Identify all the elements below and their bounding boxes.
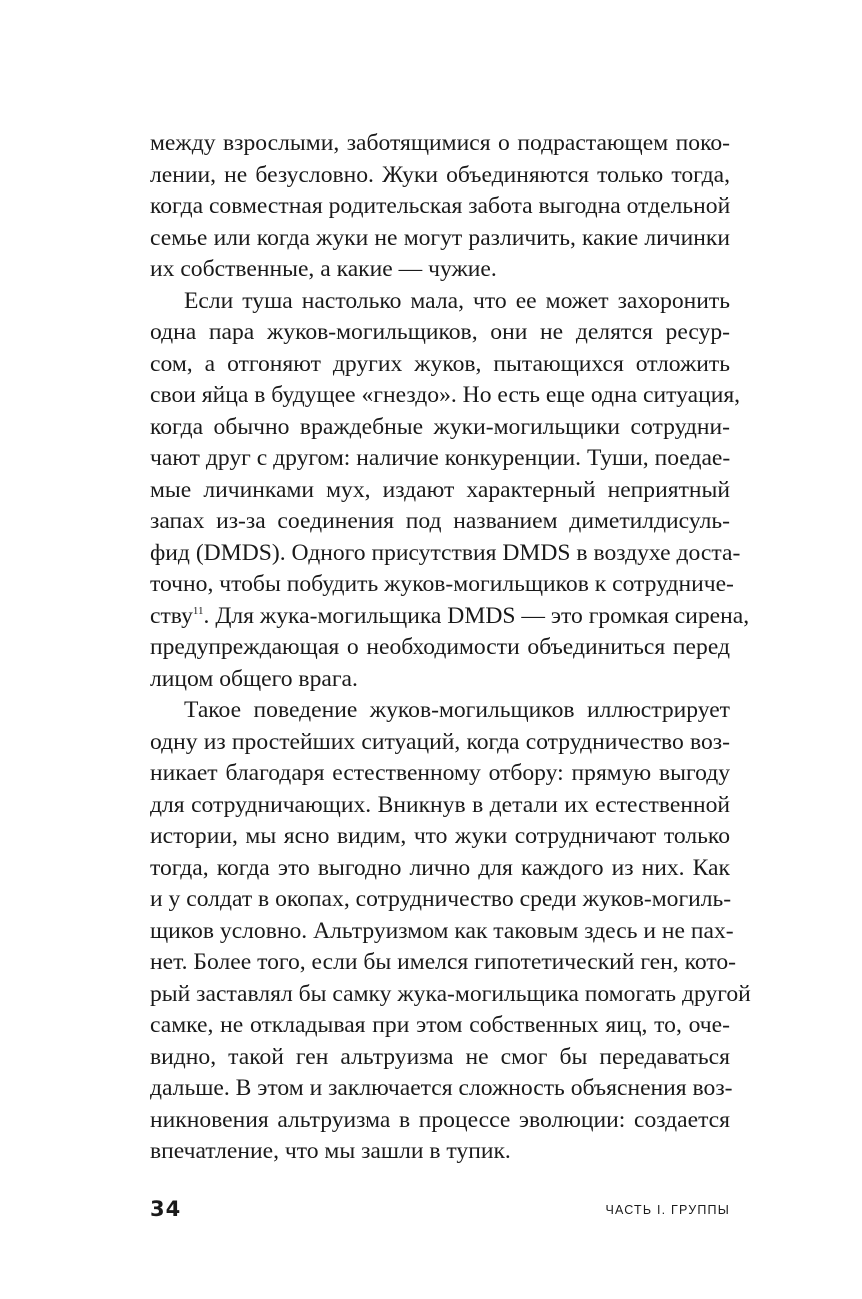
text-line: никает благодаря естественному отбору: прямую выгоду <box>150 760 730 786</box>
text-line: и у солдат в окопах, сотрудничество среди жуков-могиль- <box>150 886 732 912</box>
text-line: щиков условно. Альтруизмом как таковым здесь и не пах- <box>150 917 734 944</box>
paragraph-3 <box>150 695 751 1168</box>
text-line: их собственные, а какие — чужие. <box>150 256 497 282</box>
paragraph-1 <box>150 128 730 286</box>
text-line-with-footnote <box>150 601 750 633</box>
paragraph-2 <box>150 286 750 696</box>
text-fragment: . Для жука-могильщика DMDS — это громкая сирена, <box>203 602 750 629</box>
text-line: свои яйца в будущее «гнездо». Но есть еще одна ситуация, <box>150 382 741 408</box>
text-line: Если туша настолько мала, что ее может захоронить <box>184 287 730 314</box>
text-line: самке, не откладывая при этом собственных яиц, то, оче- <box>150 1012 730 1038</box>
text-line: дальше. В этом и заключается сложность объяснения воз- <box>150 1075 733 1101</box>
text-line: никновения альтруизма в процессе эволюции: создается <box>150 1106 730 1133</box>
text-line: тогда, когда это выгодно лично для каждого из них. Как <box>150 854 730 881</box>
body-text <box>150 128 751 1168</box>
running-head: ЧАСТЬ I. ГРУППЫ <box>605 1203 730 1217</box>
text-line: истории, мы ясно видим, что жуки сотрудничают только <box>150 823 730 849</box>
text-line: впечатление, что мы зашли в тупик. <box>150 1138 511 1164</box>
text-fragment: ству <box>150 602 193 629</box>
text-line: мые личинками мух, издают характерный неприятный <box>150 476 730 503</box>
text-line: между взрослыми, заботящимися о подрастающем поко- <box>150 130 730 156</box>
text-line: сом, а отгоняют других жуков, пытающихся отложить <box>150 350 730 377</box>
text-line: когда совместная родительская забота выгодна отдельной <box>150 193 731 219</box>
page-footer <box>150 1197 730 1225</box>
text-line: нет. Более того, если бы имелся гипотетический ген, кото- <box>150 949 736 975</box>
text-line: фид (DMDS). Одного присутствия DMDS в воздухе доста- <box>150 539 741 566</box>
text-line: когда обычно враждебные жуки-могильщики сотрудни- <box>150 413 730 440</box>
text-line: видно, такой ген альтруизма не смог бы передаваться <box>150 1043 730 1070</box>
text-line: одна пара жуков-могильщиков, они не делятся ресур- <box>150 319 730 345</box>
text-line: для сотрудничающих. Вникнув в детали их естественной <box>150 791 730 818</box>
text-line: одну из простейших ситуаций, когда сотрудничество воз- <box>150 728 730 755</box>
text-line: запах из-за соединения под названием диметилдисуль- <box>150 508 730 534</box>
text-line: рый заставлял бы самку жука-могильщика помогать другой <box>150 980 751 1007</box>
text-line: чают друг с другом: наличие конкуренции. Туши, поедае- <box>150 445 731 471</box>
footnote-reference[interactable]: 11 <box>192 604 204 617</box>
text-line: лении, не безусловно. Жуки объединяются только тогда, <box>150 161 730 188</box>
text-line: семье или когда жуки не могут различить, какие личинки <box>150 224 730 251</box>
text-line: точно, чтобы побудить жуков-могильщиков к сотрудниче- <box>150 571 734 597</box>
text-line: лицом общего врага. <box>150 665 358 692</box>
page-number: 34 <box>150 1197 182 1221</box>
text-line: предупреждающая о необходимости объединиться перед <box>150 634 730 660</box>
text-line: Такое поведение жуков-могильщиков иллюстрирует <box>184 697 730 723</box>
